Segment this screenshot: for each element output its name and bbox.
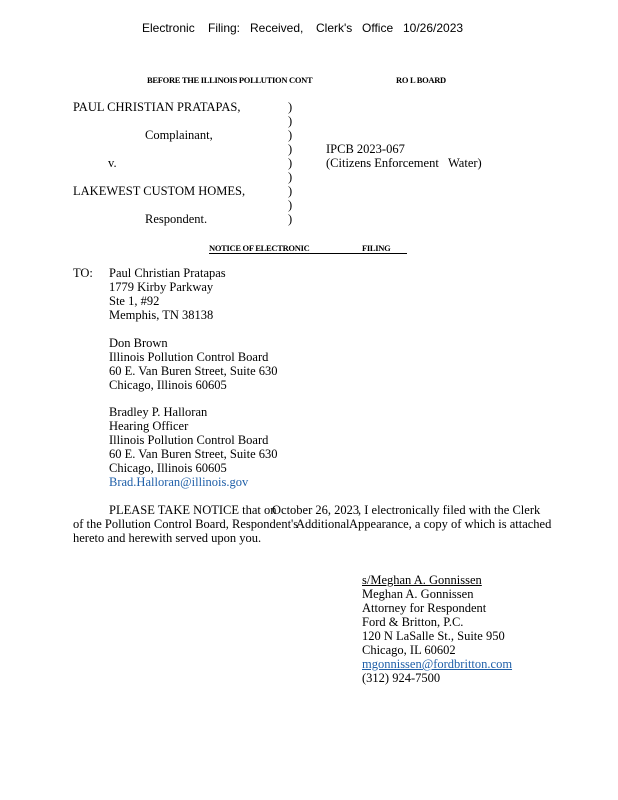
caption-paren: ) (288, 184, 293, 198)
body-line3: hereto and herewith served upon you. (73, 531, 262, 545)
recipient-line: Chicago, Illinois 60605 (109, 461, 227, 475)
header-date: 10/26/2023 (403, 21, 464, 35)
header-filing: Filing: (208, 21, 241, 35)
caption-paren: ) (288, 100, 293, 114)
case-number: IPCB 2023-067 (326, 142, 405, 156)
caption-paren: ) (288, 156, 293, 170)
notice-title-left: NOTICE OF ELECTRONIC (209, 243, 310, 253)
attorney-name: Meghan A. Gonnissen (362, 587, 474, 601)
body-line2-a: of the Pollution Control Board, Respondent's (73, 517, 299, 531)
to-label: TO: (73, 266, 93, 280)
recipient-line: 60 E. Van Buren Street, Suite 630 (109, 364, 278, 378)
recipient-line: Paul Christian Pratapas (109, 266, 226, 280)
recipient-line: Memphis, TN 38138 (109, 308, 214, 322)
court-title-left: BEFORE THE ILLINOIS POLLUTION CONT (147, 75, 313, 85)
firm-address: 120 N LaSalle St., Suite 950 (362, 629, 505, 643)
respondent-name: LAKEWEST CUSTOM HOMES, (73, 184, 246, 198)
notice-title-right: FILING (362, 243, 391, 253)
caption-paren: ) (288, 114, 293, 128)
firm-name: Ford & Britton, P.C. (362, 615, 464, 629)
respondent-role: Respondent. (145, 212, 208, 226)
body-line1-date: October 26, 2023 (272, 503, 360, 517)
case-type-b: Water) (448, 156, 482, 170)
header-clerks: Clerk's (316, 21, 353, 35)
body-line1-a: PLEASE TAKE NOTICE that on (109, 503, 277, 517)
signature: s/Meghan A. Gonnissen (362, 573, 482, 587)
body-line1-c: , I electronically filed with the Clerk (358, 503, 541, 517)
caption-paren: ) (288, 212, 293, 226)
notice-title-underline (209, 253, 407, 254)
caption-paren: ) (288, 142, 293, 156)
firm-city: Chicago, IL 60602 (362, 643, 456, 657)
recipient-line: Ste 1, #92 (109, 294, 160, 308)
complainant-name: PAUL CHRISTIAN PRATAPAS, (73, 100, 241, 114)
body-line2-c: Appearance, a copy of which is attached (349, 517, 552, 531)
complainant-role: Complainant, (145, 128, 213, 142)
caption-paren: ) (288, 128, 293, 142)
halloran-email-link[interactable]: Brad.Halloran@illinois.gov (109, 475, 249, 489)
header-electronic: Electronic (142, 21, 195, 35)
caption-paren: ) (288, 198, 293, 212)
recipient-line: 60 E. Van Buren Street, Suite 630 (109, 447, 278, 461)
attorney-email-link[interactable]: mgonnissen@fordbritton.com (362, 657, 513, 671)
recipient-line: Bradley P. Halloran (109, 405, 208, 419)
header-office: Office (362, 21, 394, 35)
recipient-line: Illinois Pollution Control Board (109, 433, 269, 447)
recipient-line: Don Brown (109, 336, 168, 350)
versus: v. (108, 156, 117, 170)
recipient-line: Hearing Officer (109, 419, 189, 433)
attorney-title: Attorney for Respondent (362, 601, 487, 615)
recipient-line: 1779 Kirby Parkway (109, 280, 214, 294)
recipient-line: Illinois Pollution Control Board (109, 350, 269, 364)
body-line2-b: Additional (296, 517, 350, 531)
court-title-right: RO L BOARD (396, 75, 446, 85)
header-received: Received, (250, 21, 304, 35)
caption-paren: ) (288, 170, 293, 184)
recipient-line: Chicago, Illinois 60605 (109, 378, 227, 392)
attorney-phone: (312) 924-7500 (362, 671, 441, 685)
case-type-a: (Citizens Enforcement (326, 156, 439, 170)
